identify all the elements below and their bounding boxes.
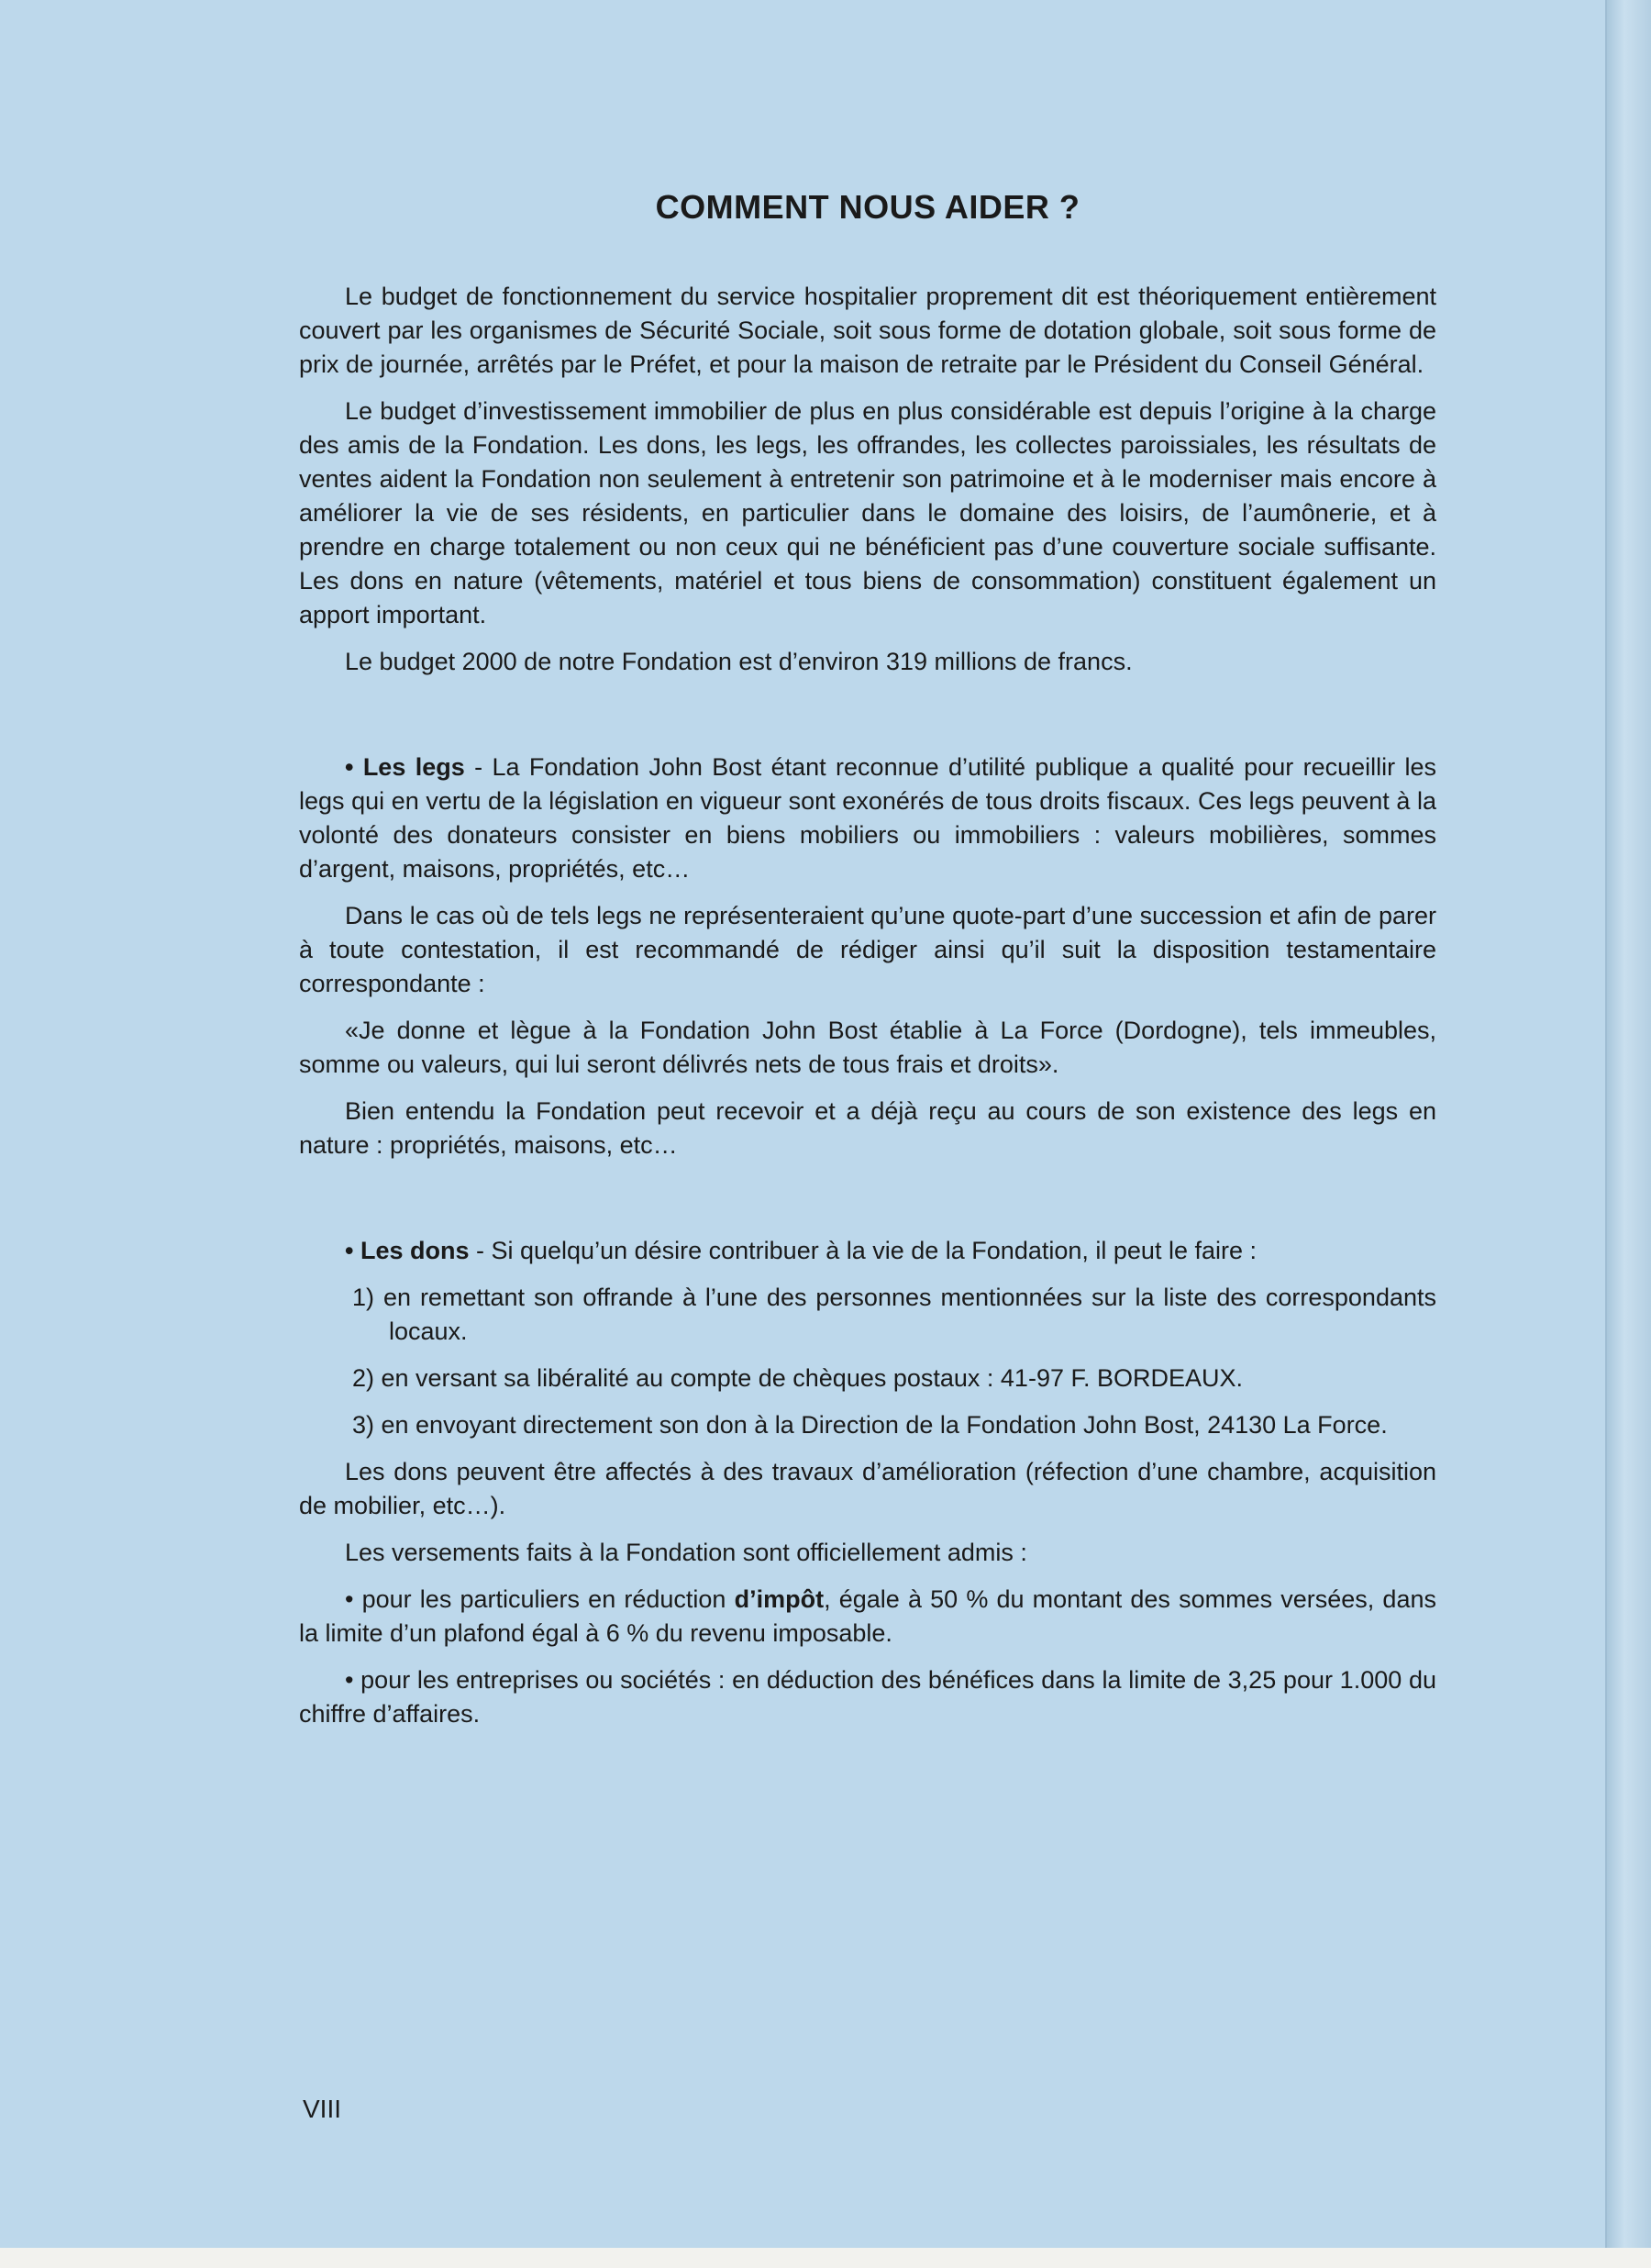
scan-bottom-margin <box>0 2248 1651 2268</box>
legs-paragraph-1 <box>299 750 1436 886</box>
impot-bold: d’impôt <box>734 1585 825 1613</box>
legs-lead: - La Fondation John Bost étant reconnue d’utilité publique a qualité pour recueillir les legs qui en vertu de la législation en vigueur sont exonérés de tous droits fiscaux. Ces legs peuvent à la volonté des donateurs consister en biens mobiliers ou immobiliers : valeurs mobilières, sommes d’argent, maisons, propriétés, etc… <box>299 753 1436 883</box>
intro-paragraph-3: Le budget 2000 de notre Fondation est d’environ 319 millions de francs. <box>345 648 1133 675</box>
legs-paragraph-4: Bien entendu la Fondation peut recevoir et a déjà reçu au cours de son existence des legs en nature : propriétés, maisons, etc… <box>299 1097 1436 1159</box>
dons-bullet-1: • pour les particuliers en réduction d’impôt, égale à 50 % du montant des sommes versées, dans la limite d’un plafond égal à 6 % du revenu imposable. <box>299 1585 1436 1647</box>
intro-paragraph-1: Le budget de fonctionnement du service hospitalier proprement dit est théoriquement entièrement couvert par les organismes de Sécurité Sociale, soit sous forme de dotation globale, soit sous forme de prix de journée, arrêtés par le Préfet, et pour la maison de retraite par le Président du Conseil Général. <box>299 283 1436 378</box>
dons-item-3: 3) en envoyant directement son don à la Direction de la Fondation John Bost, 24130 La Force. <box>352 1411 1388 1439</box>
dons-heading: • Les dons <box>345 1237 470 1264</box>
page-number: VIII <box>303 2095 342 2123</box>
dons-item-1: 1) en remettant son offrande à l’une des personnes mentionnées sur la liste des correspondants locaux. <box>352 1284 1436 1345</box>
dons-bullet-2: • pour les entreprises ou sociétés : en déduction des bénéfices dans la limite de 3,25 pour 1.000 du chiffre d’affaires. <box>299 1666 1436 1728</box>
document-body <box>299 188 1436 1744</box>
legs-heading: • Les legs <box>345 753 465 781</box>
dons-paragraph-2: Les dons peuvent être affectés à des travaux d’amélioration (réfection d’une chambre, acquisition de mobilier, etc…). <box>299 1458 1436 1519</box>
intro-paragraph-2: Le budget d’investissement immobilier de plus en plus considérable est depuis l’origine à la charge des amis de la Fondation. Les dons, les legs, les offrandes, les collectes paroissiales, les résultats de ventes aident la Fondation non seulement à entretenir son patrimoine et à le moderniser mais encore à améliorer la vie de ses résidents, en particulier dans le domaine des loisirs, de l’aumônerie, et à prendre en charge totalement ou non ceux qui ne bénéficient pas d’une couverture sociale suffisante. Les dons en nature (vêtements, matériel et tous biens de consommation) constituent également un apport important. <box>299 397 1436 628</box>
dons-item-2: 2) en versant sa libéralité au compte de chèques postaux : 41-97 F. BORDEAUX. <box>352 1364 1244 1392</box>
page-title: COMMENT NOUS AIDER ? <box>655 188 1080 226</box>
legs-paragraph-2: Dans le cas où de tels legs ne représenteraient qu’une quote-part d’une succession et afin de parer à toute contestation, il est recommandé de rédiger ainsi qu’il suit la disposition testamentaire correspondante : <box>299 902 1436 997</box>
page-edge <box>1605 0 1651 2268</box>
dons-paragraph-3: Les versements faits à la Fondation sont officiellement admis : <box>345 1539 1027 1566</box>
dons-paragraph-1 <box>299 1234 1436 1268</box>
dons-lead: - Si quelqu’un désire contribuer à la vie de la Fondation, il peut le faire : <box>469 1237 1257 1264</box>
legs-quote: «Je donne et lègue à la Fondation John Bost établie à La Force (Dordogne), tels immeubles, somme ou valeurs, qui lui seront délivrés nets de tous frais et droits». <box>299 1017 1436 1078</box>
